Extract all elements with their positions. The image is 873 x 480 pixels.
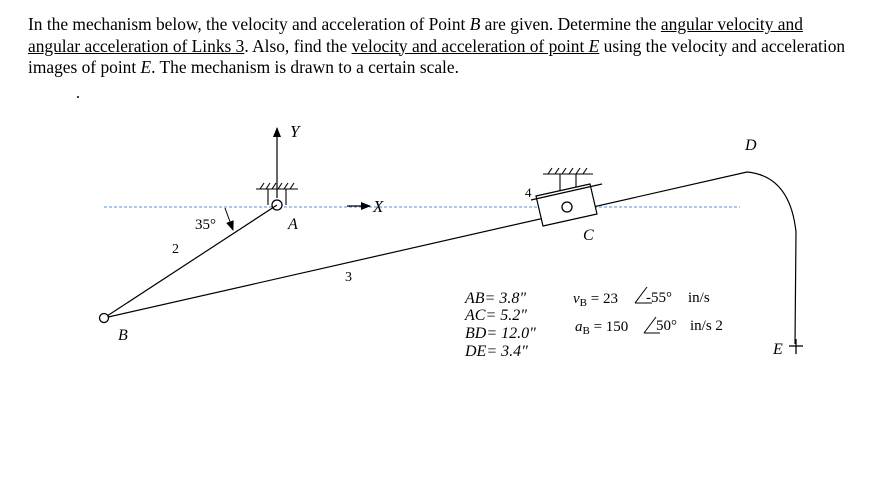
velocity-b	[573, 287, 710, 309]
velocity-symbol: v	[573, 291, 580, 307]
link-d-to-e	[747, 172, 796, 344]
acceleration-angle: 50°	[656, 318, 677, 334]
point-a-label: A	[288, 216, 298, 233]
pin-joint-c	[562, 202, 572, 212]
velocity-b-expression	[573, 291, 618, 309]
acceleration-subscript: B	[582, 325, 590, 337]
acceleration-unit: in/s 2	[690, 318, 723, 334]
acceleration-b-expression	[575, 319, 628, 337]
pin-joint-b	[100, 314, 109, 323]
task-angular-link3: angular velocity and angular acceleration of Links 3	[28, 14, 803, 56]
x-axis-label: X	[373, 197, 384, 216]
dimension-bd: BD= 12.0"	[465, 325, 536, 342]
dimension-de: DE= 3.4"	[465, 343, 528, 360]
acceleration-b	[575, 317, 723, 337]
dimension-ab: AB= 3.8"	[465, 290, 527, 307]
problem-text-part: In the mechanism below, the velocity and acceleration of Point	[28, 14, 470, 34]
point-e-ref: E	[140, 57, 152, 77]
acceleration-magnitude: = 150	[589, 319, 629, 335]
velocity-unit: in/s	[688, 290, 710, 306]
point-c-label: C	[583, 227, 594, 244]
velocity-angle: -55°	[646, 290, 672, 306]
dimension-ac: AC= 5.2"	[465, 307, 527, 324]
velocity-magnitude: = 23	[587, 291, 618, 307]
point-b-ref: B	[469, 14, 481, 34]
y-axis-label: Y	[290, 122, 300, 141]
link-3-label: 3	[345, 270, 352, 285]
point-d-label: D	[745, 137, 757, 154]
angle-arrow	[225, 208, 233, 230]
point-b-label: B	[118, 327, 128, 344]
task-point-e-text: velocity and acceleration of point	[351, 35, 589, 56]
acceleration-angle-sign	[644, 317, 656, 333]
problem-text-part: using the velocity and acceleration images of point	[28, 35, 846, 77]
problem-text-part: . The mechanism is drawn to a certain scale.	[151, 57, 459, 77]
acceleration-symbol: a	[575, 319, 583, 335]
problem-text-part: . Also, find the	[244, 35, 352, 56]
link-4-label: 4	[525, 185, 532, 200]
point-e-label: E	[773, 341, 783, 358]
problem-text-part: are given. Determine the	[480, 14, 661, 34]
velocity-subscript: B	[579, 297, 588, 309]
point-e-marker	[789, 339, 803, 354]
link-2	[104, 205, 277, 318]
link-2-label: 2	[172, 242, 179, 257]
point-e-ref: E	[588, 35, 600, 56]
angle-label: 35°	[195, 217, 216, 233]
